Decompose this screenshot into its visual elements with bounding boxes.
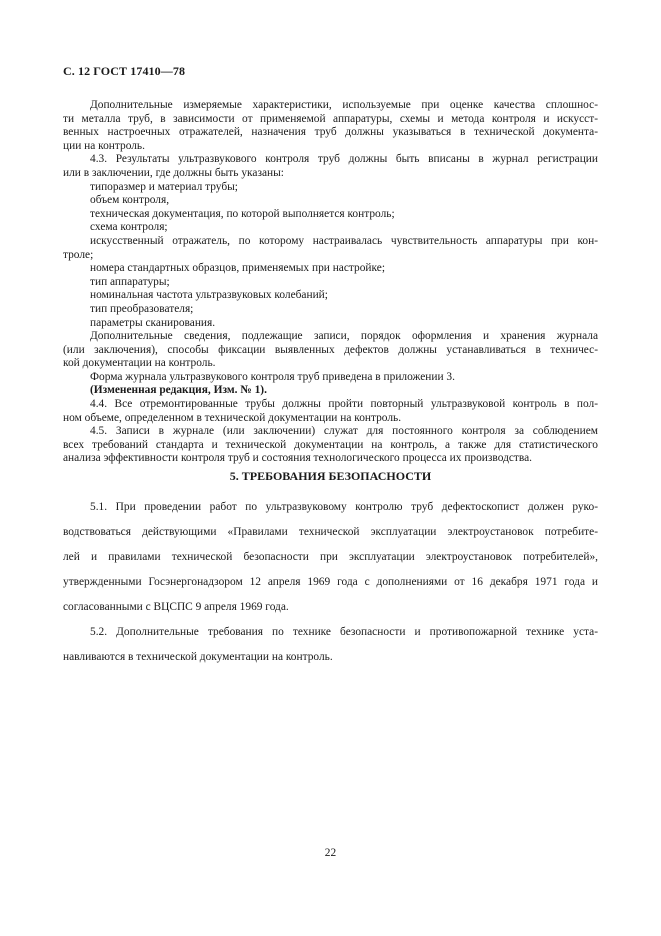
clause-4-4: 4.4. Все отремонтированные трубы должны пройти повторный ультразвуковой контроль в пол- xyxy=(90,398,598,411)
text-line: кой документации на контроль. xyxy=(63,357,216,370)
text-line: всех требований стандарта и технической документации на контроль, а также для статистического xyxy=(63,438,598,451)
text-line: Дополнительные измеряемые характеристики, используемые при оценке качества сплошнос- xyxy=(90,99,598,111)
list-item: тип преобразователя; xyxy=(90,302,194,315)
text-line: или в заключении, где должны быть указаны: xyxy=(63,166,284,179)
list-item: искусственный отражатель, по которому настраивалась чувствительность аппаратуры при кон- xyxy=(90,234,598,247)
amendment-note: (Измененная редакция, Изм. № 1). xyxy=(90,384,267,397)
clause-5-2: 5.2. Дополнительные требования по технике безопасности и противопожарной технике уста- xyxy=(90,625,598,638)
text-line: Дополнительные сведения, подлежащие записи, порядок оформления и хранения журнала xyxy=(90,330,598,343)
list-item: параметры сканирования. xyxy=(90,316,216,329)
clause-5-1: 5.1. При проведении работ по ультразвуковому контролю труб дефектоскопист должен руко- xyxy=(90,500,598,513)
text-line: ции на контроль. xyxy=(63,139,145,152)
list-item: типоразмер и материал трубы; xyxy=(90,180,238,193)
text-line: лей и правилами технической безопасности при эксплуатации электроустановок потребителей», xyxy=(63,550,598,563)
list-item: техническая документация, по которой выполняется контроль; xyxy=(90,207,395,220)
list-item: объем контроля, xyxy=(90,194,170,207)
form-reference: Форма журнала ультразвукового контроля труб приведена в приложении 3. xyxy=(90,370,455,383)
text-line: ти металла труб, в зависимости от применяемой аппаратуры, схемы и метода контроля и искусст- xyxy=(63,112,598,125)
text-line: согласованными с ВЦСПС 9 апреля 1969 года. xyxy=(63,600,289,613)
list-item: номинальная частота ультразвуковых колебаний; xyxy=(90,289,328,302)
page-header: С. 12 ГОСТ 17410—78 xyxy=(63,64,186,78)
clause-4-3: 4.3. Результаты ультразвукового контроля труб должны быть вписаны в журнал регистрации xyxy=(90,153,598,166)
text-line: ном объеме, определенном в технической документации на контроль. xyxy=(63,411,402,424)
text-line: (или заключения), способы фиксации выявленных дефектов должны устанавливаться в техничес- xyxy=(63,343,598,356)
text-line: троле; xyxy=(63,248,94,261)
list-item: номера стандартных образцов, применяемых при настройке; xyxy=(90,262,385,275)
page-number: 22 xyxy=(324,847,337,859)
section-title: 5. ТРЕБОВАНИЯ БЕЗОПАСНОСТИ xyxy=(229,469,432,483)
list-item: схема контроля; xyxy=(90,221,168,234)
text-line: анализа эффективности контроля труб и состояния технологического процесса их производства. xyxy=(63,452,533,465)
section-5 xyxy=(63,470,598,675)
text-line: венных настроечных отражателей, назначения труб должны указываться в технической документа- xyxy=(63,126,598,139)
text-line: навливаются в технической документации на контроль. xyxy=(63,650,333,663)
text-line: водствоваться действующими «Правилами технической эксплуатации электроустановок потребите- xyxy=(63,525,598,538)
section-4-body xyxy=(63,99,598,466)
text-line: утвержденными Госэнергонадзором 12 апреля 1969 года с дополнениями от 16 декабря 1971 года и xyxy=(63,575,598,588)
list-item: тип аппаратуры; xyxy=(90,275,170,288)
clause-4-5: 4.5. Записи в журнале (или заключении) служат для постоянного контроля за соблюдением xyxy=(90,425,598,438)
